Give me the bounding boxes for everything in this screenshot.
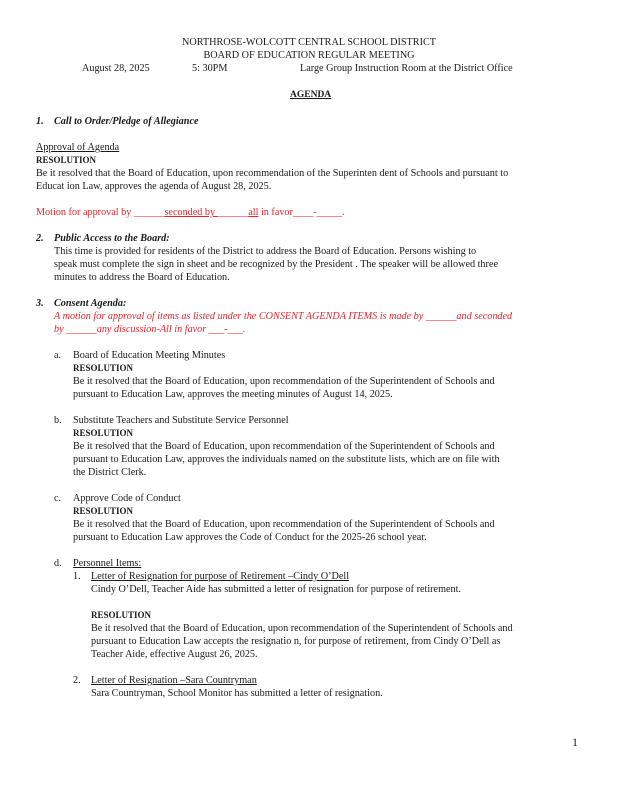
item-a-label: a.: [54, 350, 62, 361]
consent-motion-discussion: any discussion-All in favor: [96, 324, 209, 335]
motion-seconded-blank: ______: [217, 207, 249, 218]
public-access-line-2: speak must complete the sign in sheet and be recognized by the President . The speaker will be allowed three: [54, 259, 498, 270]
personnel-item-1-text-line-2: pursuant to Education Law accepts the resignatio n, for purpose of retirement, from Cindy O’Dell as: [91, 636, 501, 647]
motion-in-favor: in favor: [258, 207, 293, 218]
item-c-title: Approve Code of Conduct: [73, 493, 181, 504]
consent-motion-by-blank: ______: [425, 311, 457, 322]
personnel-item-2-title: Letter of Resignation –Sara Countryman: [91, 675, 257, 686]
item-b-title: Substitute Teachers and Substitute Service Personnel: [73, 415, 289, 426]
item-d-title: Personnel Items:: [73, 558, 142, 569]
personnel-item-1-description: Cindy O’Dell, Teacher Aide has submitted a letter of resignation for purpose of retirement.: [91, 584, 461, 595]
section-2-number: 2.: [36, 233, 44, 244]
consent-motion-line-1: [54, 311, 512, 322]
approval-resolution-label: RESOLUTION: [36, 155, 97, 165]
meeting-date: August 28, 2025: [82, 63, 150, 74]
item-a-title: Board of Education Meeting Minutes: [73, 350, 226, 361]
motion-by-blank: ______: [133, 207, 165, 218]
item-d-label: d.: [54, 558, 62, 569]
district-name: NORTHROSE-WOLCOTT CENTRAL SCHOOL DISTRICT: [182, 37, 436, 48]
approval-text-line-1: Be it resolved that the Board of Education, upon recommendation of the Superinten dent of Schools and pursuant to: [36, 168, 509, 179]
item-b-text-line-2: pursuant to Education Law, approves the individuals named on the substitute lists, which are on file with: [73, 454, 500, 465]
motion-by-label: Motion for approval by: [36, 207, 134, 218]
item-c-text-line-1: Be it resolved that the Board of Education, upon recommendation of the Superintendent of Schools and: [73, 519, 495, 530]
meeting-title: BOARD OF EDUCATION REGULAR MEETING: [203, 50, 415, 61]
item-b-text-line-3: the District Clerk.: [73, 467, 147, 478]
consent-motion-vote-blank: ___-___.: [208, 324, 246, 335]
personnel-item-2-number: 2.: [73, 675, 81, 686]
section-1-title: Call to Order/Pledge of Allegiance: [54, 116, 199, 127]
item-a-text-line-1: Be it resolved that the Board of Education, upon recommendation of the Superintendent of Schools and: [73, 376, 495, 387]
item-c-text-line-2: pursuant to Education Law approves the Code of Conduct for the 2025-26 school year.: [73, 532, 427, 543]
consent-motion-seconded-blank: ______: [66, 324, 97, 335]
section-3-number: 3.: [36, 298, 44, 309]
page-number: 1: [572, 735, 578, 749]
agenda-title: AGENDA: [290, 90, 332, 100]
approval-text-line-2: Educat ion Law, approves the agenda of August 28, 2025.: [36, 181, 272, 192]
section-3-title: Consent Agenda:: [54, 298, 127, 309]
item-b-label: b.: [54, 415, 62, 426]
motion-all-label: all: [248, 207, 259, 218]
personnel-item-1-resolution-label: RESOLUTION: [91, 610, 152, 620]
motion-vote-blank: ____-_____.: [292, 207, 345, 218]
item-b-resolution-label: RESOLUTION: [73, 428, 134, 438]
meeting-time: 5: 30PM: [192, 63, 228, 74]
approval-motion: [36, 207, 345, 218]
approval-of-agenda-heading: Approval of Agenda: [36, 142, 120, 153]
section-2-title: Public Access to the Board:: [54, 233, 170, 244]
personnel-item-1-text-line-1: Be it resolved that the Board of Education, upon recommendation of the Superintendent of Schools and: [91, 623, 513, 634]
section-1-number: 1.: [36, 116, 44, 127]
item-a-resolution-label: RESOLUTION: [73, 363, 134, 373]
meeting-location: Large Group Instruction Room at the District Office: [300, 63, 513, 74]
public-access-line-1: This time is provided for residents of the District to address the Board of Education. Persons wishing to: [54, 246, 477, 257]
consent-motion-text: A motion for approval of items as listed under the CONSENT AGENDA ITEMS is made by: [54, 311, 426, 322]
item-b-text-line-1: Be it resolved that the Board of Education, upon recommendation of the Superintendent of Schools and: [73, 441, 495, 452]
motion-seconded-label: seconded by: [164, 207, 218, 218]
personnel-item-1-text-line-3: Teacher Aide, effective August 26, 2025.: [91, 649, 258, 660]
item-a-text-line-2: pursuant to Education Law, approves the meeting minutes of August 14, 2025.: [73, 389, 393, 400]
consent-motion-by-label: by: [54, 324, 67, 335]
consent-motion-seconded: and seconded: [456, 311, 513, 322]
personnel-item-1-title: Letter of Resignation for purpose of Retirement –Cindy O’Dell: [91, 571, 350, 582]
item-c-resolution-label: RESOLUTION: [73, 506, 134, 516]
public-access-line-3: minutes to address the Board of Education.: [54, 272, 230, 283]
personnel-item-1-number: 1.: [73, 571, 81, 582]
item-c-label: c.: [54, 493, 62, 504]
consent-motion-line-2: [54, 324, 245, 335]
personnel-item-2-description: Sara Countryman, School Monitor has submitted a letter of resignation.: [91, 688, 383, 699]
